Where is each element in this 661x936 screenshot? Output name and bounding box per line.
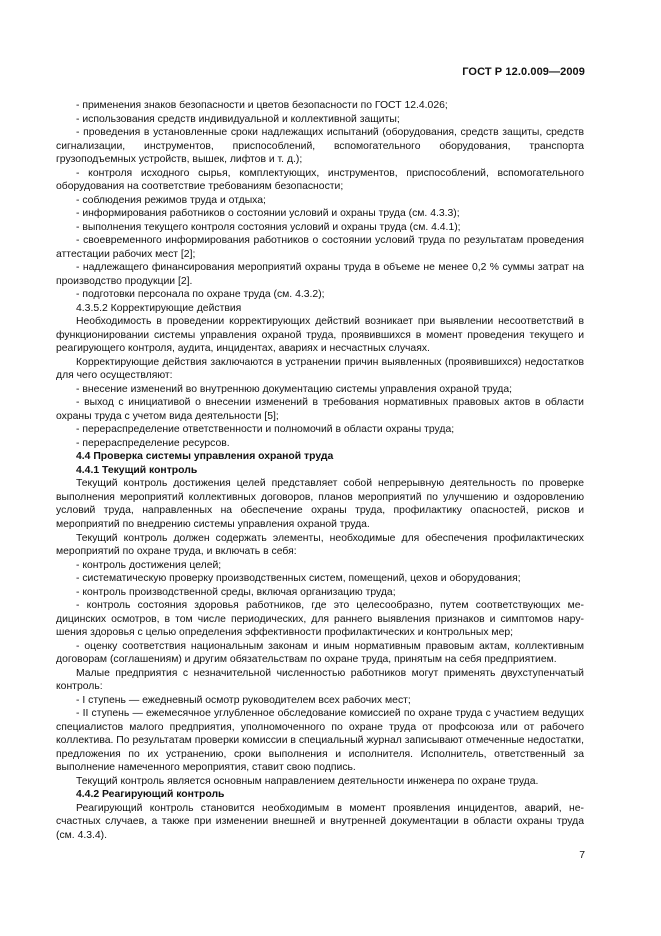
list-item: - II ступень — ежемесячное углубленное обследование комиссией по охране труда с участием ведущих специалистов малого предприятия, уполномоченного по охране труда от профсоюза или от рабочего коллектива. По результатам проверки комиссии в специальный журнал записывают отмеченные недостатки, предложения по их устранению, сроки выполнения и исполнителя. Исполнитель, ответственный за выполнение намеченного мероприятия, ставит свою подпись.: [56, 708, 584, 774]
body-paragraph: Текущий контроль достижения целей представляет собой непрерывную деятельность по проверке выполнения мероприятий коллективных договоров, планов мероприятий по улучшению и оздоровлению условий труда, направленных на обеспечение охраны труда, профилактику опасностей, рисков и мероприятий по внедрению системы управления охраной труда.: [56, 478, 584, 530]
section-heading-4-4: 4.4 Проверка системы управления охраной труда: [76, 451, 334, 463]
list-item: - выполнения текущего контроля состояния условий и охраны труда (см. 4.4.1);: [76, 221, 461, 233]
subsection-heading-4-3-5-2: 4.3.5.2 Корректирующие действия: [76, 302, 242, 314]
list-item: - использования средств индивидуальной и коллективной защиты;: [76, 113, 400, 125]
list-item: - I ступень — ежедневный осмотр руководителем всех рабочих мест;: [76, 694, 411, 706]
list-item: - внесение изменений во внутреннюю документацию системы управления охраной труда;: [76, 383, 512, 395]
list-item: - перераспределение ответственности и полномочий в области охраны труда;: [76, 424, 455, 436]
list-item: - подготовки персонала по охране труда (см. 4.3.2);: [76, 289, 325, 301]
list-item: - контроля исходного сырья, комплектующих, инструментов, приспособлений, вспомогательного оборудования на соответствие требованиям безопасности;: [56, 167, 584, 193]
document-standard-id: ГОСТ Р 12.0.009—2009: [462, 66, 585, 78]
list-item: - контроль производственной среды, включая организацию труда;: [76, 586, 396, 598]
list-item: - применения знаков безопасности и цветов безопасности по ГОСТ 12.4.026;: [76, 100, 448, 111]
list-item: - проведения в установленные сроки надлежащих испытаний (оборудования, средств защиты, средств сигнализации, инструментов, приспособлений, вспомогательного оборудования, транспорта грузоподъемных устройств, вышек, лифтов и т. д.);: [56, 127, 584, 166]
section-heading-4-4-2: 4.4.2 Реагирующий контроль: [76, 789, 225, 801]
list-item: - информирования работников о состоянии условий и охраны труда (см. 4.3.3);: [76, 208, 460, 220]
list-item: - оценку соответствия национальным законам и иным нормативным правовым актам, коллективным договорам (соглашениям) и другим обязательствам по охране труда, принятым на себя предприятием.: [56, 640, 584, 666]
section-heading-4-4-1: 4.4.1 Текущий контроль: [76, 464, 198, 476]
body-paragraph: Текущий контроль должен содержать элементы, необходимые для обеспечения профилактических мероприятий по охране труда, и включать в себя:: [56, 532, 584, 558]
list-item: - контроль достижения целей;: [76, 559, 222, 571]
document-body: [56, 99, 584, 842]
body-paragraph: Малые предприятия с незначительной численностью работников могут применять двухступенчатый контроль:: [56, 667, 584, 693]
page-number: 7: [579, 850, 585, 861]
body-paragraph: Необходимость в проведении корректирующих действий возникает при выявлении несоответствий в функционировании системы управления охраной труда, проявившихся в момент проведения текущего и реагирующего контроля, аудита, инцидентах, авариях и несчастных случаях.: [56, 316, 584, 355]
list-item: - соблюдения режимов труда и отдыха;: [76, 194, 266, 206]
list-item: - контроль состояния здоровья работников, где это целесообразно, путем соответствующих медицинских осмотров, в том числе периодических, для раннего выявления признаков и симптомов нарушения здоровья с целью определения эффективности профилактических и контрольных мер;: [56, 600, 584, 639]
list-item: - перераспределение ресурсов.: [76, 437, 230, 449]
body-paragraph: Текущий контроль является основным направлением деятельности инженера по охране труда.: [76, 775, 539, 787]
body-paragraph: Корректирующие действия заключаются в устранении причин выявленных (проявившихся) недостатков для чего осуществляют:: [56, 356, 584, 382]
list-item: - своевременного информирования работников о состоянии условий труда по результатам проведения аттестации рабочих мест [2];: [56, 235, 584, 260]
list-item: - надлежащего финансирования мероприятий охраны труда в объеме не менее 0,2 % суммы затрат на производство продукции [2].: [56, 262, 584, 287]
list-item: - систематическую проверку производственных систем, помещений, цехов и оборудования;: [76, 573, 521, 585]
body-paragraph: Реагирующий контроль становится необходимым в момент проявления инцидентов, аварий, несчастных случаев, а также при изменении внешней и внутренней документации в области охраны труда (см. 4.3.4).: [56, 802, 584, 841]
list-item: - выход с инициативой о внесении изменений в требования нормативных правовых актов в области охраны труда с учетом вида деятельности [5];: [56, 397, 584, 422]
